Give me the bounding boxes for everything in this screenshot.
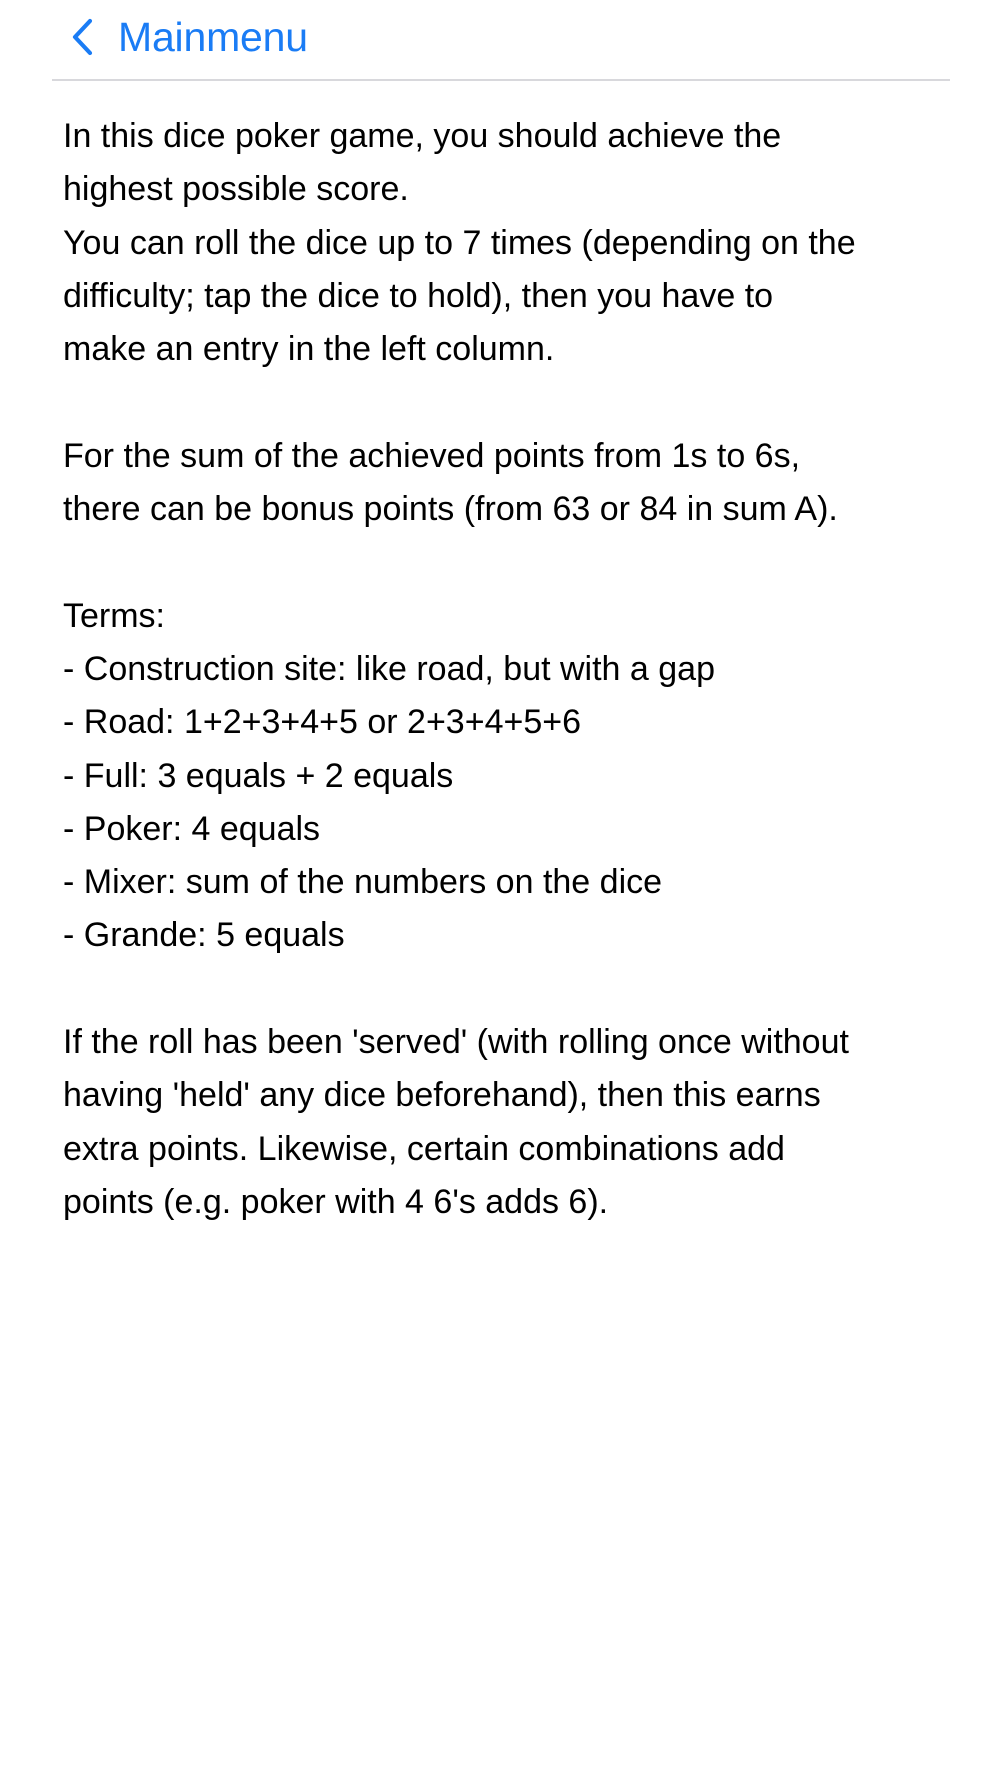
text-line: highest possible score. bbox=[63, 170, 409, 209]
bonus-paragraph bbox=[63, 430, 943, 537]
text-line: In this dice poker game, you should achieve the bbox=[63, 117, 782, 155]
text-line: If the roll has been 'served' (with rolling once without bbox=[63, 1023, 849, 1062]
text-line: there can be bonus points (from 63 or 84 in sum A). bbox=[63, 490, 838, 529]
served-paragraph bbox=[63, 1016, 943, 1229]
text-line: points (e.g. poker with 4 6's adds 6). bbox=[63, 1182, 609, 1221]
paragraph-spacer bbox=[63, 963, 943, 1016]
term-item: - Full: 3 equals + 2 equals bbox=[63, 756, 454, 795]
navigation-bar bbox=[52, 0, 950, 81]
text-line: make an entry in the left column. bbox=[63, 330, 555, 369]
back-button[interactable] bbox=[70, 9, 308, 65]
paragraph-spacer bbox=[63, 376, 943, 429]
term-item: - Poker: 4 equals bbox=[63, 809, 321, 848]
instructions-text bbox=[63, 110, 943, 1229]
term-item: - Construction site: like road, but with a gap bbox=[63, 649, 715, 688]
text-line: You can roll the dice up to 7 times (depending on the bbox=[63, 223, 856, 262]
back-button-label: Mainmenu bbox=[118, 14, 308, 60]
terms-section bbox=[63, 590, 943, 963]
term-item: - Road: 1+2+3+4+5 or 2+3+4+5+6 bbox=[63, 703, 582, 742]
terms-heading: Terms: bbox=[63, 596, 165, 635]
intro-paragraph bbox=[63, 110, 943, 376]
text-line: extra points. Likewise, certain combinations add bbox=[63, 1129, 785, 1168]
text-line: difficulty; tap the dice to hold), then you have to bbox=[63, 276, 774, 315]
term-item: - Grande: 5 equals bbox=[63, 916, 345, 955]
term-item: - Mixer: sum of the numbers on the dice bbox=[63, 863, 663, 902]
text-line: having 'held' any dice beforehand), then this earns bbox=[63, 1076, 821, 1115]
chevron-left-icon bbox=[70, 17, 96, 57]
paragraph-spacer bbox=[63, 536, 943, 589]
text-line: For the sum of the achieved points from 1s to 6s, bbox=[63, 436, 801, 475]
